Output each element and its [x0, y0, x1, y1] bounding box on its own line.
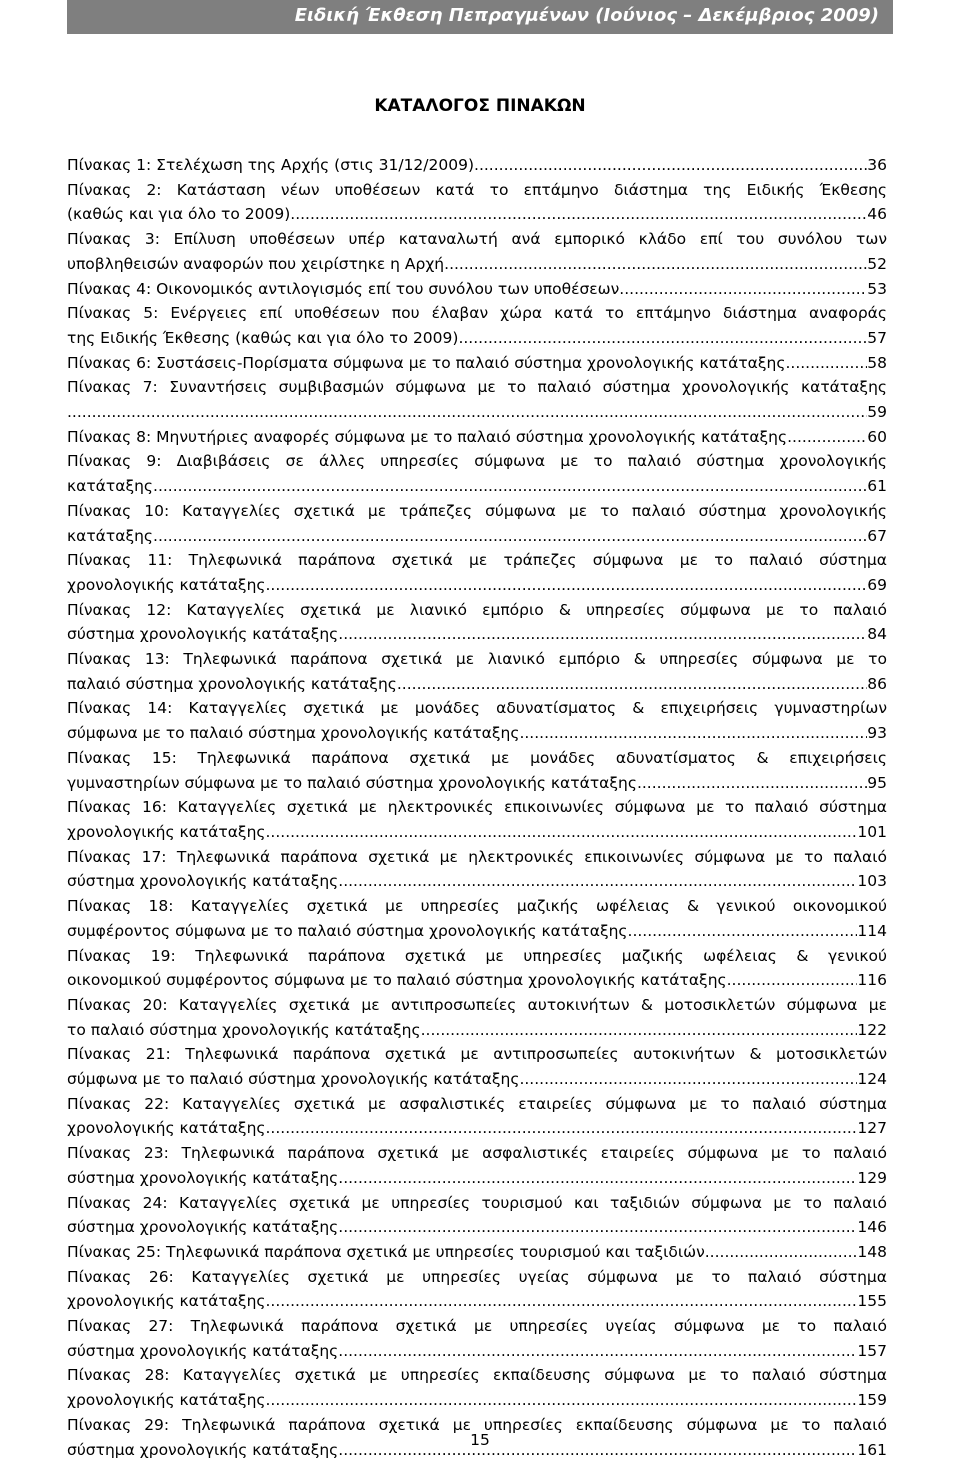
toc-entry-text: Πίνακας 25: Τηλεφωνικά παράπονα σχετικά με υπηρεσίες τουρισμού και ταξιδιών: [67, 1242, 705, 1261]
toc-leader-dots: [153, 524, 867, 549]
toc-entry-text: χρονολογικής κατάταξης: [67, 1119, 266, 1138]
toc-entry-line[interactable]: Πίνακας 16: Καταγγελίες σχετικά με ηλεκτρονικές επικοινωνίες σύμφωνα με το παλαιό σύστημα: [67, 798, 887, 817]
toc-entry-line[interactable]: Πίνακας 19: Τηλεφωνικά παράπονα σχετικά με υπηρεσίες μαζικής ωφέλειας & γενικού: [67, 946, 887, 965]
toc-leader-dots: [266, 1116, 858, 1141]
toc-page-number: 146: [857, 1218, 887, 1237]
toc-entry-text: κατάταξης: [67, 477, 154, 496]
toc-page-number: 116: [857, 971, 887, 990]
toc-entry-line[interactable]: [67, 1067, 887, 1092]
toc-page-number: 155: [857, 1292, 887, 1311]
toc-entry-line[interactable]: Πίνακας 20: Καταγγελίες σχετικά με αντιπροσωπείες αυτοκινήτων & μοτοσικλετών σύμφωνα με: [67, 995, 887, 1014]
toc-entry-text: Πίνακας 4: Οικονομικός αντιλογισμός επί του συνόλου των υποθέσεων: [67, 279, 620, 298]
toc-entry-line[interactable]: [67, 1166, 887, 1191]
toc-leader-dots: [397, 672, 867, 697]
toc-page-number: 122: [857, 1020, 887, 1039]
toc-entry-line[interactable]: Πίνακας 12: Καταγγελίες σχετικά με λιανικό εμπόριο & υπηρεσίες σύμφωνα με το παλαιό: [67, 600, 887, 619]
toc-leader-dots: [338, 1339, 857, 1364]
toc-entry-line[interactable]: Πίνακας 13: Τηλεφωνικά παράπονα σχετικά με λιανικό εμπόριο & υπηρεσίες σύμφωνα με το: [67, 650, 887, 669]
toc-entry-line[interactable]: [67, 771, 887, 796]
toc-entry-line[interactable]: [67, 721, 887, 746]
toc-entry-text: της Ειδικής Έκθεσης (καθώς και για όλο το 2009): [67, 328, 459, 347]
toc-entry-line[interactable]: Πίνακας 24: Καταγγελίες σχετικά με υπηρεσίες τουρισμού και ταξιδιών σύμφωνα με το παλαιό: [67, 1193, 887, 1212]
toc-entry-text: υποβληθεισών αναφορών που χειρίστηκε η Αρχή: [67, 254, 445, 273]
toc-page-number: 127: [857, 1119, 887, 1138]
toc-entry-line[interactable]: Πίνακας 9: Διαβιβάσεις σε άλλες υπηρεσίες σύμφωνα με το παλαιό σύστημα χρονολογικής: [67, 452, 887, 471]
header-title: Ειδική Έκθεση Πεπραγμένων (Ιούνιος – Δεκέμβριος 2009): [294, 5, 879, 26]
toc-page-number: 101: [857, 822, 887, 841]
toc-entry-line[interactable]: [67, 968, 887, 993]
toc-page-number: 148: [857, 1242, 887, 1261]
toc-page-number: 103: [857, 872, 887, 891]
toc-entry-text: χρονολογικής κατάταξης: [67, 1292, 266, 1311]
toc-leader-dots: [421, 1018, 858, 1043]
toc-leader-dots: [338, 1215, 857, 1240]
toc-entry-text: Πίνακας 1: Στελέχωση της Αρχής (στις 31/12/2009): [67, 156, 475, 174]
toc-leader-dots: [619, 277, 867, 302]
toc-entry-line[interactable]: [67, 1240, 887, 1265]
toc-page-number: 161: [857, 1440, 887, 1459]
toc-leader-dots: [338, 622, 867, 647]
toc-entry-line[interactable]: [67, 869, 887, 894]
toc-leader-dots: [266, 1388, 858, 1413]
toc-entry-line[interactable]: [67, 622, 887, 647]
toc-page-number: 58: [867, 353, 887, 372]
toc-entry-line[interactable]: [67, 820, 887, 845]
toc-entry-line[interactable]: [67, 277, 887, 302]
toc-leader-dots: [266, 820, 858, 845]
table-of-contents: [67, 153, 887, 1462]
toc-page-number: 159: [857, 1391, 887, 1410]
toc-entry-line[interactable]: Πίνακας 22: Καταγγελίες σχετικά με ασφαλιστικές εταιρείες σύμφωνα με το παλαιό σύστημα: [67, 1094, 887, 1113]
toc-page-number: 57: [867, 328, 887, 347]
toc-page-number: 67: [867, 526, 887, 545]
page-title: ΚΑΤΑΛΟΓΟΣ ΠΙΝΑΚΩΝ: [374, 96, 586, 116]
toc-entry-text: χρονολογικής κατάταξης: [67, 822, 266, 841]
toc-page-number: 84: [867, 625, 887, 644]
toc-page-number: 86: [867, 674, 887, 693]
toc-entry-text: παλαιό σύστημα χρονολογικής κατάταξης: [67, 674, 397, 693]
toc-entry-line[interactable]: Πίνακας 5: Ενέργειες επί υποθέσεων που έλαβαν χώρα κατά το επτάμηνο διάστημα αναφοράς: [67, 304, 887, 323]
toc-leader-dots: [519, 1067, 857, 1092]
toc-leader-dots: [338, 869, 857, 894]
toc-entry-line[interactable]: [67, 400, 887, 425]
toc-entry-text: Πίνακας 8: Μηνυτήριες αναφορές σύμφωνα με το παλαιό σύστημα χρονολογικής κατάταξης: [67, 427, 788, 446]
toc-page-number: 157: [857, 1341, 887, 1360]
toc-page-number: 95: [867, 773, 887, 792]
toc-leader-dots: [519, 721, 867, 746]
toc-entry-line[interactable]: Πίνακας 3: Επίλυση υποθέσεων υπέρ καταναλωτή ανά εμπορικό κλάδο επί του συνόλου των: [67, 230, 887, 249]
toc-page-number: 93: [867, 724, 887, 743]
toc-entry-line[interactable]: [67, 1116, 887, 1141]
toc-entry-line[interactable]: [67, 524, 887, 549]
toc-entry-line[interactable]: Πίνακας 18: Καταγγελίες σχετικά με υπηρεσίες μαζικής ωφέλειας & γενικού οικονομικού: [67, 897, 887, 916]
toc-leader-dots: [474, 153, 867, 178]
toc-entry-text: γυμναστηρίων σύμφωνα με το παλαιό σύστημα χρονολογικής κατάταξης: [67, 773, 637, 792]
toc-entry-line[interactable]: Πίνακας 21: Τηλεφωνικά παράπονα σχετικά με αντιπροσωπείες αυτοκινήτων & μοτοσικλετών: [67, 1045, 887, 1064]
toc-entry-line[interactable]: [67, 1018, 887, 1043]
toc-entry-line[interactable]: Πίνακας 27: Τηλεφωνικά παράπονα σχετικά με υπηρεσίες υγείας σύμφωνα με το παλαιό: [67, 1317, 887, 1336]
toc-entry-text: χρονολογικής κατάταξης: [67, 575, 266, 594]
page-number: 15: [470, 1431, 490, 1449]
toc-entry-text: χρονολογικής κατάταξης: [67, 1391, 266, 1410]
toc-entry-text: (καθώς και για όλο το 2009): [67, 205, 291, 224]
toc-leader-dots: [338, 1166, 857, 1191]
toc-entry-text: οικονομικού συμφέροντος σύμφωνα με το παλαιό σύστημα χρονολογικής κατάταξης: [67, 971, 727, 990]
toc-leader-dots: [458, 326, 867, 351]
toc-page-number: 46: [867, 205, 887, 224]
toc-entry-line[interactable]: [67, 1289, 887, 1314]
toc-entry-text: σύμφωνα με το παλαιό σύστημα χρονολογικής κατάταξης: [67, 724, 520, 743]
toc-leader-dots: [785, 351, 867, 376]
toc-entry-text: σύστημα χρονολογικής κατάταξης: [67, 872, 339, 891]
toc-entry-line[interactable]: Πίνακας 2: Κατάσταση νέων υποθέσεων κατά το επτάμηνο διάστημα της Ειδικής Έκθεσης: [67, 180, 887, 199]
toc-entry-text: συμφέροντος σύμφωνα με το παλαιό σύστημα χρονολογικής κατάταξης: [67, 921, 628, 940]
toc-page-number: 52: [867, 254, 887, 273]
toc-entry-line[interactable]: [67, 425, 887, 450]
toc-leader-dots: [266, 1289, 858, 1314]
toc-leader-dots: [266, 573, 868, 598]
toc-entry-line[interactable]: [67, 252, 887, 277]
header-bar: [67, 0, 893, 34]
toc-entry-line[interactable]: [67, 474, 887, 499]
toc-entry-line[interactable]: [67, 202, 887, 227]
toc-entry-line[interactable]: [67, 919, 887, 944]
toc-page-number: 114: [857, 921, 887, 940]
toc-entry-line[interactable]: Πίνακας 14: Καταγγελίες σχετικά με μονάδες αδυνατίσματος & επιχειρήσεις γυμναστηρίων: [67, 699, 887, 718]
toc-entry-text: Πίνακας 6: Συστάσεις-Πορίσματα σύμφωνα με το παλαιό σύστημα χρονολογικής κατάταξης: [67, 353, 786, 372]
toc-entry-line[interactable]: [67, 672, 887, 697]
toc-leader-dots: [290, 202, 867, 227]
toc-leader-dots: [628, 919, 858, 944]
toc-entry-line[interactable]: Πίνακας 28: Καταγγελίες σχετικά με υπηρεσίες εκπαίδευσης σύμφωνα με το παλαιό σύστημα: [67, 1366, 887, 1385]
toc-entry-line[interactable]: [67, 153, 887, 178]
toc-entry-text: σύστημα χρονολογικής κατάταξης: [67, 1440, 339, 1459]
toc-entry-line[interactable]: Πίνακας 7: Συναντήσεις συμβιβασμών σύμφωνα με το παλαιό σύστημα χρονολογικής κατάταξης: [67, 378, 887, 397]
toc-page-number: 59: [867, 403, 887, 422]
toc-leader-dots: [637, 771, 867, 796]
toc-entry-text: σύμφωνα με το παλαιό σύστημα χρονολογικής κατάταξης: [67, 1070, 520, 1089]
toc-leader-dots: [727, 968, 858, 993]
toc-leader-dots: [153, 474, 867, 499]
toc-page-number: 53: [867, 279, 887, 298]
toc-entry-text: σύστημα χρονολογικής κατάταξης: [67, 1218, 339, 1237]
toc-entry-text: κατάταξης: [67, 526, 154, 545]
toc-entry-line[interactable]: Πίνακας 26: Καταγγελίες σχετικά με υπηρεσίες υγείας σύμφωνα με το παλαιό σύστημα: [67, 1267, 887, 1286]
toc-leader-dots: [705, 1240, 858, 1265]
toc-entry-line[interactable]: Πίνακας 29: Τηλεφωνικά παράπονα σχετικά με υπηρεσίες εκπαίδευσης σύμφωνα με το παλαιό: [67, 1415, 887, 1434]
toc-entry-text: το παλαιό σύστημα χρονολογικής κατάταξης: [67, 1020, 421, 1039]
toc-entry-line[interactable]: [67, 573, 887, 598]
toc-entry-line[interactable]: Πίνακας 11: Τηλεφωνικά παράπονα σχετικά με τράπεζες σύμφωνα με το παλαιό σύστημα: [67, 551, 887, 570]
toc-entry-line[interactable]: [67, 326, 887, 351]
toc-page-number: 61: [867, 477, 887, 496]
toc-entry-line[interactable]: Πίνακας 17: Τηλεφωνικά παράπονα σχετικά με ηλεκτρονικές επικοινωνίες σύμφωνα με το παλαιό: [67, 847, 887, 866]
toc-entry-line[interactable]: [67, 351, 887, 376]
toc-entry-text: σύστημα χρονολογικής κατάταξης: [67, 625, 339, 644]
toc-leader-dots: [67, 400, 867, 425]
toc-entry-line[interactable]: [67, 1388, 887, 1413]
toc-page-number: 69: [867, 575, 887, 594]
toc-entry-line[interactable]: Πίνακας 10: Καταγγελίες σχετικά με τράπεζες σύμφωνα με το παλαιό σύστημα χρονολογικής: [67, 501, 887, 520]
toc-page-number: 129: [857, 1168, 887, 1187]
toc-entry-line[interactable]: Πίνακας 23: Τηλεφωνικά παράπονα σχετικά με ασφαλιστικές εταιρείες σύμφωνα με το παλαιό: [67, 1144, 887, 1163]
toc-entry-line[interactable]: Πίνακας 15: Τηλεφωνικά παράπονα σχετικά με μονάδες αδυνατίσματος & επιχειρήσεις: [67, 748, 887, 767]
toc-entry-line[interactable]: [67, 1339, 887, 1364]
toc-entry-text: σύστημα χρονολογικής κατάταξης: [67, 1341, 339, 1360]
toc-entry-text: σύστημα χρονολογικής κατάταξης: [67, 1168, 339, 1187]
toc-page-number: 124: [857, 1070, 887, 1089]
toc-page-number: 60: [867, 427, 887, 446]
toc-leader-dots: [444, 252, 867, 277]
toc-leader-dots: [787, 425, 867, 450]
toc-page-number: 36: [867, 156, 887, 174]
toc-entry-line[interactable]: [67, 1215, 887, 1240]
